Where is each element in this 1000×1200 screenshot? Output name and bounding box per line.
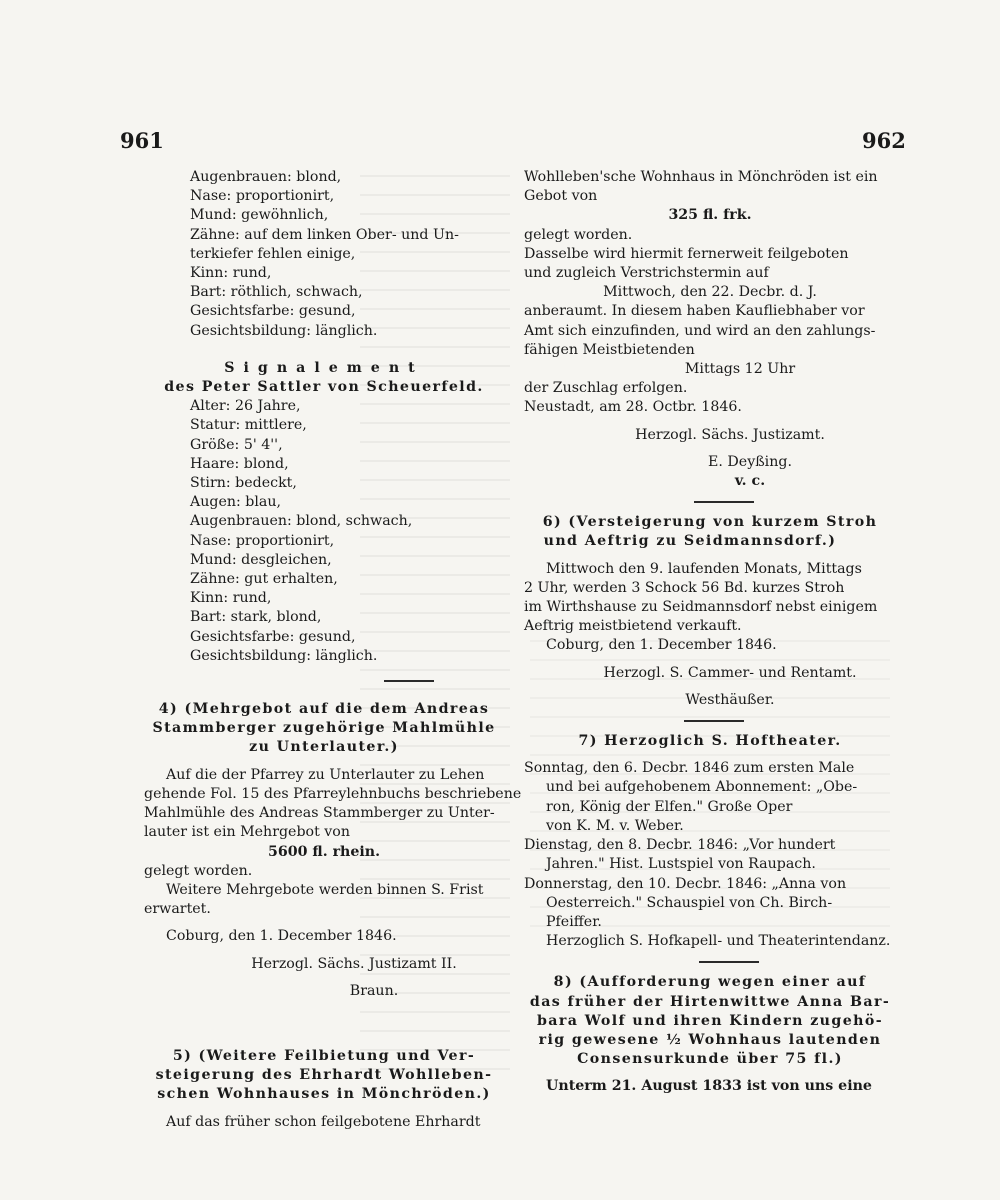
list-item: Augen: blau, [190,494,282,511]
body-line: ron, König der Elfen." Große Oper [546,798,793,815]
body-line: Oesterreich." Schauspiel von Ch. Birch- [546,894,833,911]
left-column [144,168,522,1132]
body-line: Auf das früher schon feilgebotene Ehrhardt [166,1113,481,1130]
section-divider [699,961,759,963]
list-item: Kinn: rund, [190,265,272,282]
term-time: Mittags 12 Uhr [684,361,796,378]
list-item: Zähne: auf dem linken Ober- und Un- [190,226,459,243]
body-line: lauter ist ein Mehrgebot von [144,824,350,841]
body-line: Sonntag, den 6. Decbr. 1846 zum ersten Male [524,760,855,777]
list-item: Mund: gewöhnlich, [190,207,329,224]
page-number-left: 961 [120,128,164,153]
list-item: Stirn: bedeckt, [190,475,297,492]
notice-7 [524,732,896,951]
body-line: 2 Uhr, werden 3 Schock 56 Bd. kurzes Stroh [524,579,845,596]
heading-line: 8) (Aufforderung wegen einer auf [553,974,867,991]
notice-8 [524,973,896,1096]
list-item: Nase: proportionirt, [190,188,335,205]
body-line: Gebot von [524,188,598,205]
body-line: der Zuschlag erfolgen. [524,380,688,397]
section-divider [384,680,434,682]
heading-line: rig gewesene ½ Wohnhaus lautenden [538,1031,882,1048]
notice-5-authority: Herzogl. Sächs. Justizamt. [635,426,825,443]
body-line: von K. M. v. Weber. [546,817,684,834]
signalement-title: Signalement [224,359,424,376]
notice-7-heading: 7) Herzoglich S. Hoftheater. [578,733,842,750]
body-line: Weitere Mehrgebote werden binnen S. Frist [166,881,484,898]
body-line: Amt sich einzufinden, und wird an den zahlungs- [524,322,876,339]
heading-line: Consensurkunde über 75 fl.) [577,1051,843,1068]
body-line: Dienstag, den 8. Decbr. 1846: „Vor hundert [524,837,836,854]
notice-5-heading [144,1047,504,1105]
list-item: Gesichtsfarbe: gesund, [190,303,356,320]
notice-6 [524,513,896,710]
signalement-list-2 [144,397,504,666]
body-line: Jahren." Hist. Lustspiel von Raupach. [546,856,816,873]
heading-line: 5) (Weitere Feilbietung und Ver- [172,1047,476,1064]
bid-amount: 5600 fl. rhein. [267,843,381,860]
right-column [524,168,896,1097]
heading-line: und Aeftrig zu Seidmannsdorf.) [543,533,837,550]
notice-5-continued [524,168,896,491]
body-line: Donnerstag, den 10. Decbr. 1846: „Anna von [524,875,847,892]
list-item: Kinn: rund, [190,590,272,607]
notice-4-heading [144,700,504,758]
body-line: gelegt worden. [144,862,253,879]
notice-6-authority: Herzogl. S. Cammer- und Rentamt. [603,664,857,681]
body-line: und bei aufgehobenem Abonnement: „Obe- [546,779,858,796]
body-line: Mahlmühle des Andreas Stammberger zu Unter- [144,805,495,822]
heading-line: Stammberger zugehörige Mahlmühle [152,720,496,737]
heading-line: bara Wolf und ihren Kindern zugehö- [536,1012,884,1029]
body-line: gehende Fol. 15 des Pfarreylehnbuchs beschriebene [144,785,522,802]
notice-5-signature-note: v. c. [734,473,766,490]
notice-4-signature: Braun. [349,982,399,999]
place-date: Neustadt, am 28. Octbr. 1846. [524,399,742,416]
list-item: Augenbrauen: blond, [190,169,342,185]
list-item: Gesichtsbildung: länglich. [190,322,378,339]
body-line: Pfeiffer. [546,913,602,930]
list-item: terkiefer fehlen einige, [190,245,356,262]
heading-line: 4) (Mehrgebot auf die dem Andreas [158,701,490,718]
notice-6-date: Coburg, den 1. December 1846. [546,637,777,654]
term-date: Mittwoch, den 22. Decbr. d. J. [603,284,817,301]
body-line: fähigen Meistbietenden [524,341,695,358]
body-line: Unterm 21. August 1833 ist von uns eine [546,1078,872,1095]
heading-line: 6) (Versteigerung von kurzem Stroh [542,514,878,531]
body-line: erwartet. [144,901,211,918]
section-divider [694,501,754,503]
heading-line: schen Wohnhauses in Mönchröden.) [157,1086,491,1103]
notice-7-signature: Herzoglich S. Hofkapell- und Theaterintendanz. [546,933,891,950]
notice-4-date: Coburg, den 1. December 1846. [166,928,397,945]
body-line: im Wirthshause zu Seidmannsdorf nebst einigem [524,599,878,616]
list-item: Augenbrauen: blond, schwach, [190,513,413,530]
list-item: Zähne: gut erhalten, [190,571,338,588]
body-line: Mittwoch den 9. laufenden Monats, Mittags [546,560,862,577]
body-line: Dasselbe wird hiermit fernerweit feilgeboten [524,245,849,262]
section-divider [684,720,744,722]
list-item: Gesichtsbildung: länglich. [190,647,378,664]
heading-line: das früher der Hirtenwittwe Anna Bar- [529,993,891,1010]
list-item: Mund: desgleichen, [190,551,332,568]
notice-4-authority: Herzogl. Sächs. Justizamt II. [251,955,457,972]
list-item: Größe: 5' 4'', [190,436,283,453]
list-item: Nase: proportionirt, [190,532,335,549]
list-item: Haare: blond, [190,455,289,472]
page-number-right: 962 [862,128,906,153]
list-item: Gesichtsfarbe: gesund, [190,628,356,645]
notice-5-signature: E. Deyßing. [708,453,792,470]
body-line: gelegt worden. [524,226,633,243]
list-item: Bart: röthlich, schwach, [190,284,363,301]
list-item: Alter: 26 Jahre, [190,398,301,415]
signalement-subtitle: des Peter Sattler von Scheuerfeld. [164,379,484,396]
body-line: Wohlleben'sche Wohnhaus in Mönchröden ist ein [524,169,878,185]
notice-6-signature: Westhäußer. [685,691,775,708]
body-line: Aeftrig meistbietend verkauft. [524,618,742,635]
signalement-list-1 [144,168,504,341]
bid-amount: 325 fl. frk. [668,207,752,224]
body-line: Auf die der Pfarrey zu Unterlauter zu Lehen [166,766,485,783]
body-line: anberaumt. In diesem haben Kaufliebhaber vor [524,303,865,320]
list-item: Bart: stark, blond, [190,609,322,626]
heading-line: zu Unterlauter.) [249,739,399,756]
body-line: und zugleich Verstrichstermin auf [524,265,769,282]
heading-line: steigerung des Ehrhardt Wohlleben- [155,1067,493,1084]
notice-4-body [144,766,522,920]
list-item: Statur: mittlere, [190,417,307,434]
